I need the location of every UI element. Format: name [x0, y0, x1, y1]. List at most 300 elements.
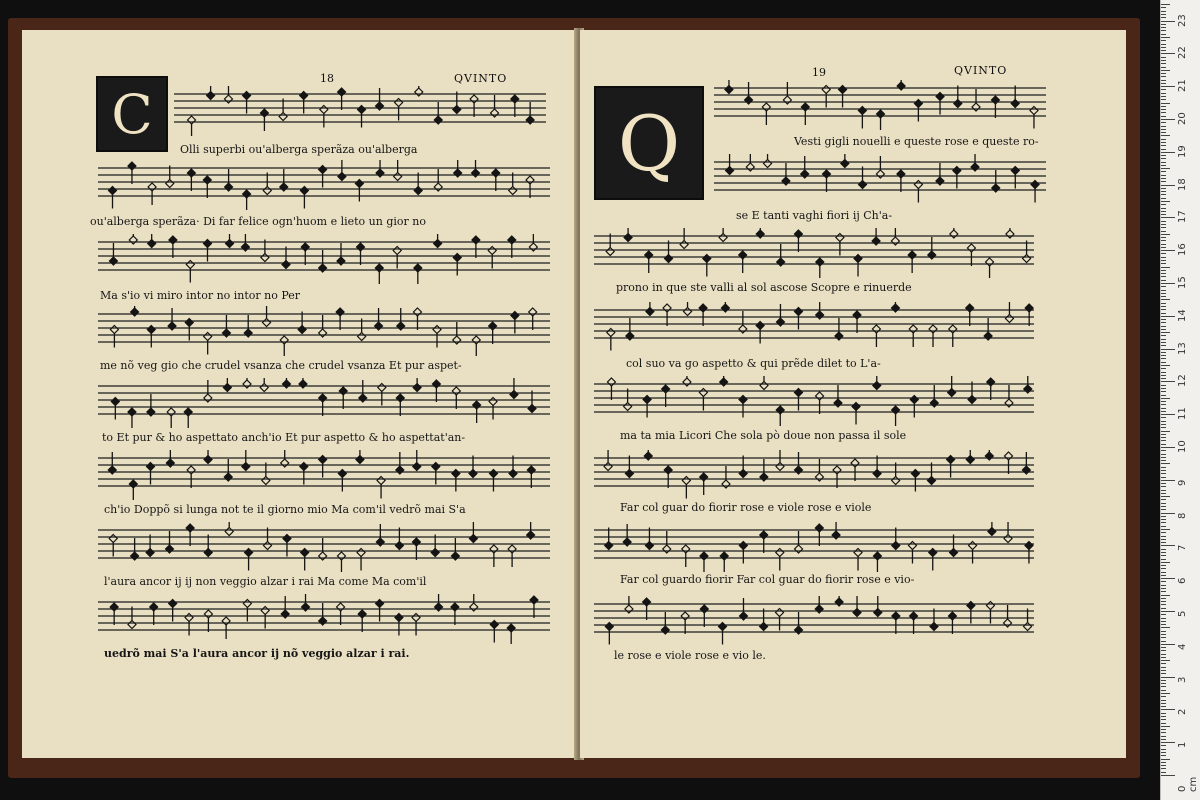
- ruler-tick: [1161, 253, 1166, 254]
- note-head: [511, 312, 519, 320]
- note-head: [776, 609, 784, 617]
- ruler-tick: [1161, 621, 1166, 622]
- ruler-tick: [1161, 526, 1166, 527]
- ruler-tick: [1161, 96, 1166, 97]
- note-head: [909, 325, 917, 333]
- ruler-tick: [1161, 759, 1170, 760]
- note-head: [663, 545, 671, 553]
- ruler-tick: [1161, 736, 1166, 737]
- ruler-tick: [1161, 565, 1166, 566]
- note-head: [281, 459, 289, 467]
- note-head: [453, 336, 461, 344]
- note-head: [261, 607, 269, 615]
- note-head: [872, 325, 880, 333]
- note-head: [337, 257, 345, 265]
- ruler-tick: [1161, 129, 1166, 130]
- note-head: [509, 187, 517, 195]
- note-head: [129, 236, 137, 244]
- ruler-tick: [1161, 313, 1166, 314]
- note-head: [280, 336, 288, 344]
- ruler-tick: [1161, 427, 1166, 428]
- note-head: [451, 603, 459, 611]
- ruler-tick: [1161, 234, 1170, 235]
- note-head: [891, 237, 899, 245]
- ruler-tick: [1161, 349, 1175, 350]
- note-head: [508, 545, 516, 553]
- note-head: [204, 456, 212, 464]
- note-head: [892, 406, 900, 414]
- lyric-line: me nõ veg gio che crudel vsanza che crudel vsanza Et pur aspet-: [100, 359, 462, 372]
- note-head: [876, 170, 884, 178]
- note-head: [985, 452, 993, 460]
- note-head: [703, 255, 711, 263]
- note-head: [529, 243, 537, 251]
- ruler-tick: [1161, 201, 1170, 202]
- note-head: [604, 463, 612, 471]
- ruler-tick: [1161, 729, 1166, 730]
- note-head: [395, 614, 403, 622]
- note-head: [936, 93, 944, 101]
- note-head: [897, 82, 905, 90]
- note-head: [397, 322, 405, 330]
- ruler-tick: [1161, 283, 1175, 284]
- ruler-tick: [1161, 227, 1166, 228]
- note-head: [892, 477, 900, 485]
- note-head: [967, 602, 975, 610]
- note-head: [148, 183, 156, 191]
- note-head: [261, 254, 269, 262]
- note-head: [300, 187, 308, 195]
- note-head: [412, 538, 420, 546]
- lyric-line: Vesti gigli nouelli e queste rose e queste ro-: [794, 135, 1039, 148]
- note-head: [529, 308, 537, 316]
- ruler-tick: [1161, 431, 1170, 432]
- ruler-tick: [1161, 162, 1166, 163]
- ruler-tick: [1161, 686, 1166, 687]
- note-head: [700, 473, 708, 481]
- ruler-tick: [1161, 381, 1175, 382]
- ruler-tick: [1161, 480, 1175, 481]
- ruler-tick: [1161, 247, 1166, 248]
- note-head: [1030, 107, 1038, 115]
- note-head: [746, 163, 754, 171]
- note-head: [950, 549, 958, 557]
- note-head: [908, 542, 916, 550]
- note-head: [607, 378, 615, 386]
- note-head: [949, 325, 957, 333]
- note-head: [166, 545, 174, 553]
- note-head: [301, 549, 309, 557]
- note-head: [681, 612, 689, 620]
- note-head: [527, 531, 535, 539]
- note-head: [760, 382, 768, 390]
- note-head: [108, 466, 116, 474]
- note-head: [720, 378, 728, 386]
- note-head: [146, 549, 154, 557]
- note-head: [377, 477, 385, 485]
- note-head: [222, 617, 230, 625]
- ruler-tick: [1161, 181, 1166, 182]
- ruler-tick: [1161, 224, 1166, 225]
- ruler-tick: [1161, 690, 1166, 691]
- note-head: [166, 459, 174, 467]
- ruler-tick: [1161, 86, 1175, 87]
- ruler-tick: [1161, 240, 1166, 241]
- ruler-number: 19: [1177, 145, 1188, 158]
- lyric-line: se E tanti vaghi fiori ij Ch'a-: [736, 209, 893, 222]
- ruler-tick: [1161, 598, 1166, 599]
- note-head: [453, 106, 461, 114]
- note-head: [169, 236, 177, 244]
- music-staff: [98, 160, 550, 210]
- ruler-tick: [1161, 575, 1166, 576]
- note-head: [682, 545, 690, 553]
- note-head: [281, 610, 289, 618]
- ruler-tick: [1161, 299, 1170, 300]
- note-head: [169, 600, 177, 608]
- note-head: [263, 187, 271, 195]
- note-head: [298, 326, 306, 334]
- note-head: [859, 181, 867, 189]
- ruler-tick: [1161, 490, 1166, 491]
- note-head: [488, 247, 496, 255]
- ruler-number: 17: [1177, 210, 1188, 224]
- note-head: [470, 95, 478, 103]
- note-head: [393, 247, 401, 255]
- ruler-tick: [1161, 572, 1166, 573]
- ruler-tick: [1161, 637, 1166, 638]
- ruler-tick: [1161, 326, 1166, 327]
- note-head: [470, 603, 478, 611]
- note-head: [1011, 167, 1019, 175]
- ruler-tick: [1161, 703, 1166, 704]
- note-head: [396, 394, 404, 402]
- note-head: [336, 308, 344, 316]
- ruler-tick: [1161, 457, 1166, 458]
- note-head: [720, 552, 728, 560]
- note-head: [263, 319, 271, 327]
- ruler-tick: [1161, 401, 1166, 402]
- ruler-tick: [1161, 755, 1166, 756]
- ruler-tick: [1161, 352, 1166, 353]
- note-head: [776, 549, 784, 557]
- ruler-tick: [1161, 194, 1166, 195]
- page-number: 18: [320, 72, 334, 85]
- note-head: [782, 177, 790, 185]
- note-head: [664, 466, 672, 474]
- note-head: [643, 598, 651, 606]
- note-head: [300, 92, 308, 100]
- note-head: [832, 531, 840, 539]
- ruler-tick: [1161, 503, 1166, 504]
- note-head: [243, 380, 251, 388]
- ruler-tick: [1161, 749, 1166, 750]
- note-head: [148, 240, 156, 248]
- music-staff: [714, 80, 1046, 130]
- note-head: [851, 459, 859, 467]
- note-head: [756, 230, 764, 238]
- note-head: [375, 264, 383, 272]
- ruler-tick: [1161, 319, 1166, 320]
- note-head: [264, 542, 272, 550]
- ruler-tick: [1161, 444, 1166, 445]
- note-head: [1031, 181, 1039, 189]
- note-head: [908, 251, 916, 259]
- note-head: [511, 95, 519, 103]
- ruler-tick: [1161, 388, 1166, 389]
- note-head: [109, 257, 117, 265]
- note-head: [795, 466, 803, 474]
- note-head: [184, 408, 192, 416]
- ruler-tick: [1161, 24, 1166, 25]
- note-head: [453, 254, 461, 262]
- note-head: [357, 549, 365, 557]
- ruler-tick: [1161, 80, 1166, 81]
- note-head: [508, 236, 516, 244]
- note-head: [473, 401, 481, 409]
- note-head: [914, 100, 922, 108]
- note-head: [853, 609, 861, 617]
- note-head: [836, 234, 844, 242]
- note-head: [469, 535, 477, 543]
- note-head: [700, 605, 708, 613]
- note-head: [986, 258, 994, 266]
- note-head: [225, 528, 233, 536]
- ruler-tick: [1161, 631, 1166, 632]
- note-head: [489, 398, 497, 406]
- note-head: [877, 110, 885, 118]
- note-head: [776, 406, 784, 414]
- ruler-tick: [1161, 7, 1166, 8]
- music-staff: [174, 86, 546, 136]
- ruler-tick: [1161, 316, 1175, 317]
- note-head: [394, 173, 402, 181]
- ruler-unit-label: 0 cm: [1177, 776, 1199, 792]
- ruler-tick: [1161, 11, 1166, 12]
- note-head: [243, 92, 251, 100]
- note-head: [131, 308, 139, 316]
- ruler-tick: [1161, 700, 1166, 701]
- note-head: [853, 311, 861, 319]
- music-staff: [594, 228, 1034, 278]
- note-head: [987, 378, 995, 386]
- ruler-tick: [1161, 529, 1170, 530]
- note-head: [873, 382, 881, 390]
- note-head: [376, 600, 384, 608]
- note-head: [319, 329, 327, 337]
- note-head: [207, 92, 215, 100]
- note-head: [262, 477, 270, 485]
- ruler-tick: [1161, 50, 1166, 51]
- ruler-tick: [1161, 339, 1166, 340]
- ruler-tick: [1161, 342, 1166, 343]
- note-head: [185, 614, 193, 622]
- note-head: [452, 387, 460, 395]
- note-head: [739, 251, 747, 259]
- note-head: [1025, 304, 1033, 312]
- ruler-tick: [1161, 460, 1166, 461]
- ruler-tick: [1161, 385, 1166, 386]
- ruler-tick: [1161, 368, 1166, 369]
- note-head: [816, 311, 824, 319]
- note-head: [223, 384, 231, 392]
- ruler-tick: [1161, 611, 1175, 612]
- ruler-tick: [1161, 545, 1175, 546]
- note-head: [606, 248, 614, 256]
- note-head: [434, 116, 442, 124]
- music-staff: [98, 450, 550, 500]
- note-head: [527, 466, 535, 474]
- ruler-tick: [1161, 44, 1166, 45]
- ruler-tick: [1161, 404, 1166, 405]
- ruler-tick: [1161, 614, 1166, 615]
- ruler-tick: [1161, 309, 1166, 310]
- ruler-number: 5: [1177, 610, 1188, 617]
- note-head: [699, 304, 707, 312]
- note-head: [833, 466, 841, 474]
- ruler-number: 23: [1177, 13, 1188, 27]
- ruler-tick: [1161, 634, 1166, 635]
- ruler-tick: [1161, 37, 1170, 38]
- ruler-tick: [1161, 53, 1175, 54]
- note-head: [376, 102, 384, 110]
- note-head: [607, 329, 615, 337]
- note-head: [224, 95, 232, 103]
- note-head: [530, 596, 538, 604]
- ruler-tick: [1161, 522, 1166, 523]
- note-head: [625, 470, 633, 478]
- note-head: [624, 234, 632, 242]
- ruler-tick: [1161, 585, 1166, 586]
- note-head: [760, 531, 768, 539]
- note-head: [451, 552, 459, 560]
- note-head: [319, 552, 327, 560]
- ruler-tick: [1161, 739, 1166, 740]
- ruler-tick: [1161, 595, 1170, 596]
- ruler-tick: [1161, 696, 1166, 697]
- note-head: [760, 623, 768, 631]
- note-head: [260, 384, 268, 392]
- ruler-tick: [1161, 398, 1170, 399]
- ruler-tick: [1161, 119, 1175, 120]
- note-head: [222, 329, 230, 337]
- note-head: [413, 463, 421, 471]
- note-head: [282, 380, 290, 388]
- note-head: [644, 452, 652, 460]
- note-head: [244, 329, 252, 337]
- ruler-tick: [1161, 378, 1166, 379]
- note-head: [434, 240, 442, 248]
- note-head: [762, 103, 770, 111]
- ruler-tick: [1161, 555, 1166, 556]
- music-staff: [98, 594, 550, 644]
- ruler-tick: [1161, 706, 1166, 707]
- ruler-tick: [1161, 745, 1166, 746]
- note-head: [167, 408, 175, 416]
- ruler-tick: [1161, 581, 1166, 582]
- ruler-number: 22: [1177, 46, 1188, 60]
- ruler-tick: [1161, 290, 1166, 291]
- ruler-tick: [1161, 627, 1170, 628]
- music-staff: [594, 302, 1034, 352]
- note-head: [283, 535, 291, 543]
- note-head: [719, 623, 727, 631]
- note-head: [739, 470, 747, 478]
- note-head: [835, 332, 843, 340]
- note-head: [320, 106, 328, 114]
- ruler-number: 13: [1177, 341, 1188, 355]
- note-head: [469, 470, 477, 478]
- ruler-number: 7: [1177, 545, 1188, 552]
- note-head: [950, 230, 958, 238]
- note-head: [356, 456, 364, 464]
- ruler-tick: [1161, 76, 1166, 77]
- note-head: [472, 169, 480, 177]
- ruler-tick: [1161, 89, 1166, 90]
- ruler-tick: [1161, 142, 1166, 143]
- note-head: [378, 384, 386, 392]
- ruler-tick: [1161, 116, 1166, 117]
- note-head: [756, 322, 764, 330]
- note-head: [928, 477, 936, 485]
- ruler-tick: [1161, 562, 1170, 563]
- ruler-tick: [1161, 296, 1166, 297]
- ruler-tick: [1161, 641, 1166, 642]
- note-head: [795, 545, 803, 553]
- ruler-number: 16: [1177, 243, 1188, 257]
- ruler-tick: [1161, 762, 1166, 763]
- note-head: [760, 473, 768, 481]
- ruler-tick: [1161, 618, 1166, 619]
- note-head: [185, 319, 193, 327]
- note-head: [794, 389, 802, 397]
- ruler-tick: [1161, 578, 1175, 579]
- note-head: [684, 308, 692, 316]
- ruler-number: 9: [1177, 479, 1188, 486]
- note-head: [489, 322, 497, 330]
- ruler-tick: [1161, 650, 1166, 651]
- note-head: [948, 612, 956, 620]
- lyric-line: prono in que ste valli al sol ascose Scopre e rinuerde: [616, 281, 912, 294]
- note-head: [128, 408, 136, 416]
- ruler-tick: [1161, 709, 1175, 710]
- ruler-tick: [1161, 411, 1166, 412]
- ruler-tick: [1161, 135, 1170, 136]
- ruler-number: 15: [1177, 276, 1188, 289]
- ruler-tick: [1161, 355, 1166, 356]
- ruler-tick: [1161, 34, 1166, 35]
- ruler-tick: [1161, 149, 1166, 150]
- note-head: [1006, 230, 1014, 238]
- ruler-tick: [1161, 60, 1166, 61]
- music-staff: [714, 154, 1046, 204]
- note-head: [413, 308, 421, 316]
- running-head: QVINTO: [454, 72, 508, 85]
- ruler-tick: [1161, 178, 1166, 179]
- ruler-number: 21: [1177, 79, 1188, 93]
- note-head: [431, 549, 439, 557]
- ruler-tick: [1161, 683, 1166, 684]
- ruler-tick: [1161, 17, 1166, 18]
- ruler-tick: [1161, 440, 1166, 441]
- note-head: [242, 463, 250, 471]
- ruler-tick: [1161, 168, 1170, 169]
- note-head: [835, 598, 843, 606]
- note-head: [794, 308, 802, 316]
- ruler-tick: [1161, 185, 1175, 186]
- ruler-tick: [1161, 532, 1166, 533]
- note-head: [725, 86, 733, 94]
